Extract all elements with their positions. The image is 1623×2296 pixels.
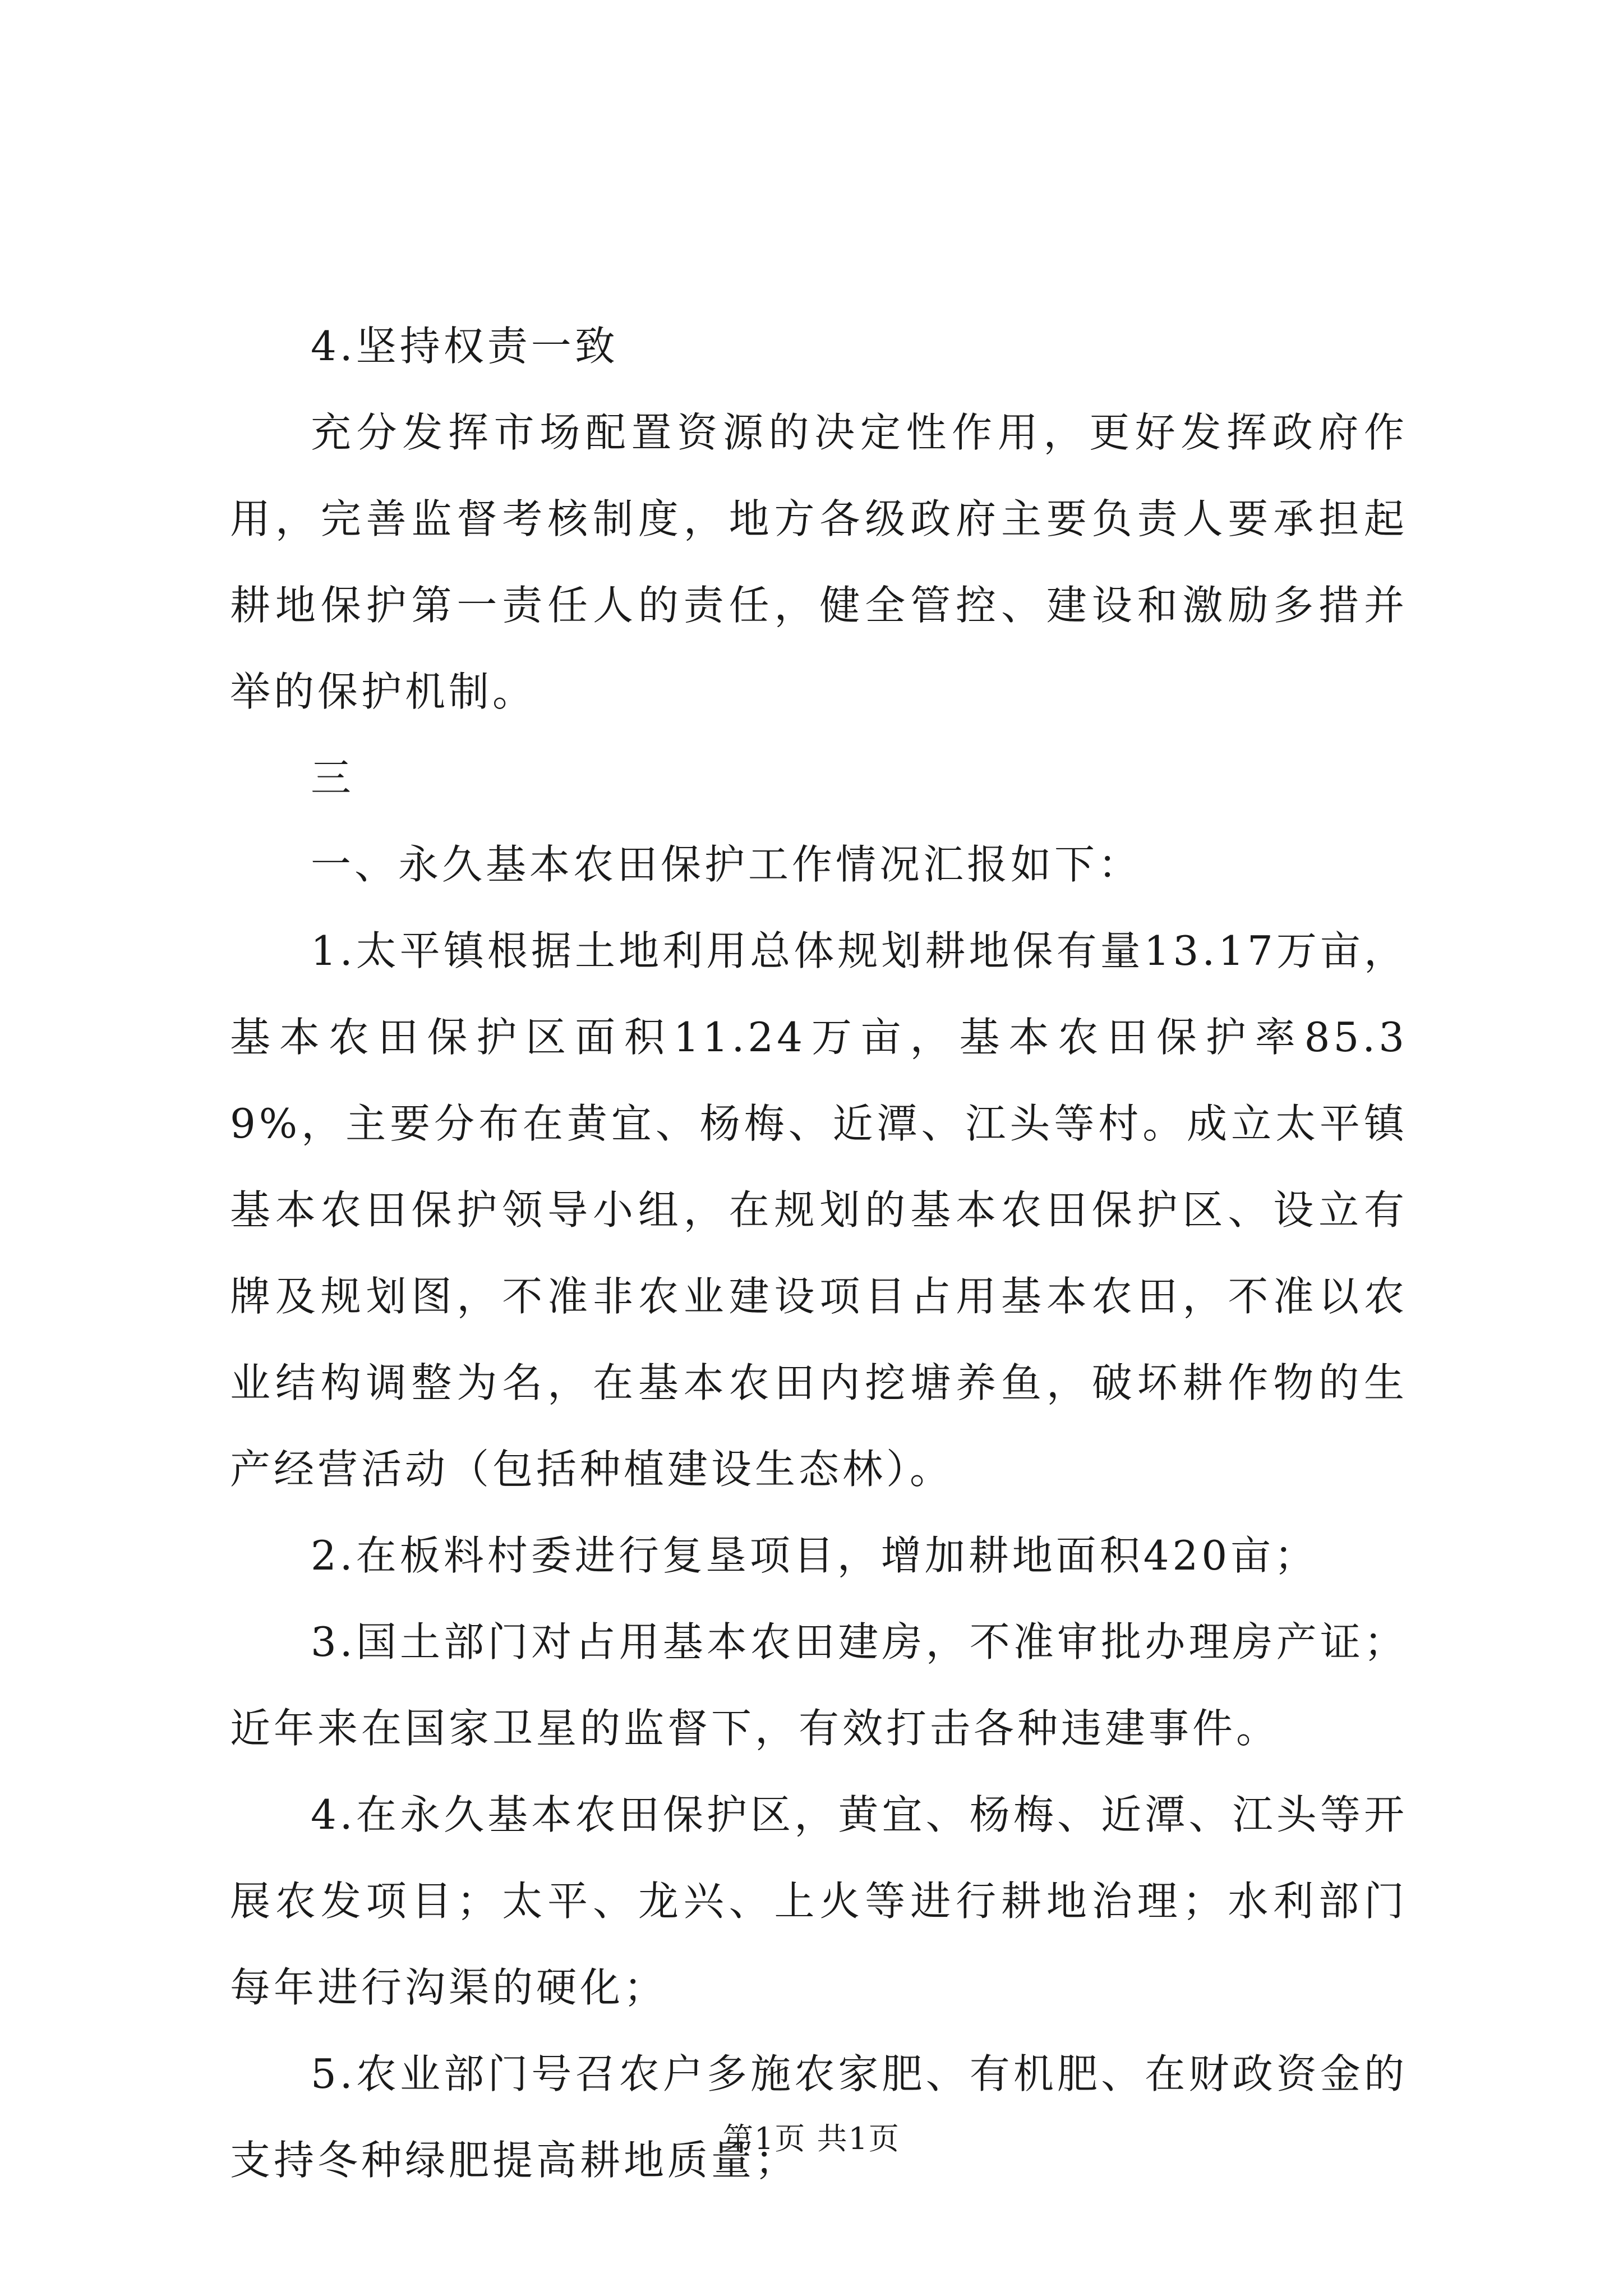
document-body [230,303,1408,2203]
page-footer: 第1页 共1页 [723,2121,900,2156]
paragraph-item-2: 2.在板料村委进行复垦项目，增加耕地面积420亩； [311,1532,1318,1579]
paragraph-heading-4: 4.坚持权责一致 [311,323,619,370]
paragraph-item-3: 3.国土部门对占用基本农田建房，不准审批办理房产证；近年来在国家卫星的监督下，有效打击各种违建事件。 [230,1618,1408,1752]
paragraph-market-role: 充分发挥市场配置资源的决定性作用，更好发挥政府作用，完善监督考核制度，地方各级政府主要负责人要承担起耕地保护第一责任人的责任，健全管控、建设和激励多措并举的保护机制。 [230,409,1408,715]
paragraph-item-1: 1.太平镇根据土地利用总体规划耕地保有量13.17万亩，基本农田保护区面积11.24万亩，基本农田保护率85.39%，主要分布在黄宜、杨梅、近潭、江头等村。成立太平镇基本农田保护领导小组，在规划的基本农田保护区、设立有牌及规划图，不准非农业建设项目占用基本农田，不准以农业结构调整为名，在基本农田内挖塘养鱼，破坏耕作物的生产经营活动（包括种植建设生态林）。 [230,927,1408,1493]
section-number-three: 三 [311,754,355,802]
paragraph-item-4: 4.在永久基本农田保护区，黄宜、杨梅、近潭、江头等开展农发项目；太平、龙兴、上火等进行耕地治理；水利部门每年进行沟渠的硬化； [230,1791,1408,2011]
paragraph-item-5: 5.农业部门号召农户多施农家肥、有机肥、在财政资金的支持冬种绿肥提高耕地质量； [230,2050,1408,2184]
section-heading-report: 一、永久基本农田保护工作情况汇报如下： [311,841,1142,888]
